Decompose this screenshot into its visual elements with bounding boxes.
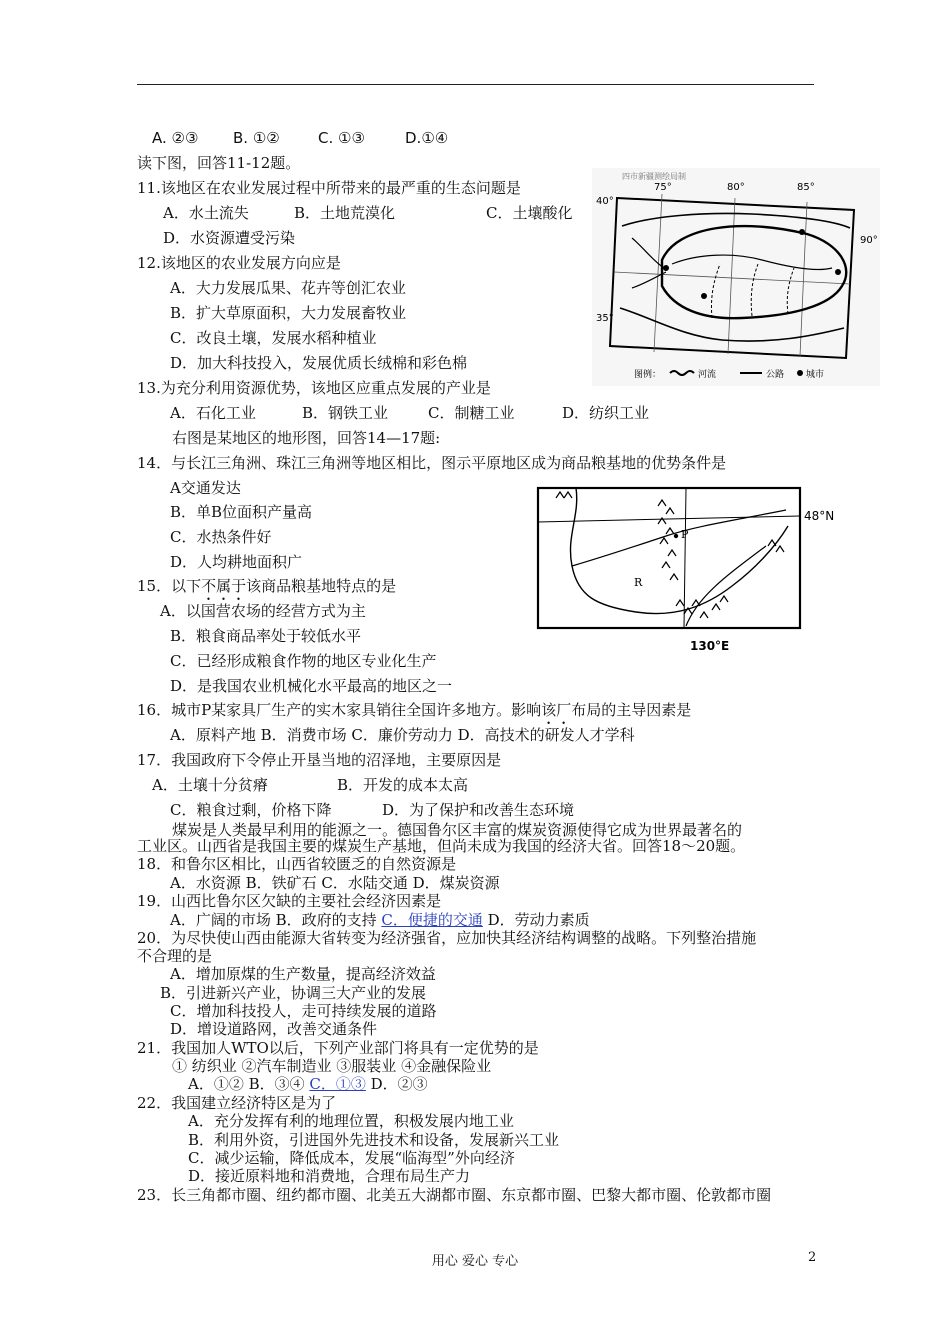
q11-option-c: C．土壤酸化 <box>486 204 573 222</box>
q22-option-d: D．接近原料地和消费地，合理布局生产力 <box>188 1167 471 1185</box>
map-tarim-lat40: 40° <box>596 196 614 207</box>
map-tarim-legend-label: 图例： <box>634 370 662 380</box>
q22-option-b: B．利用外资，引进国外先进技术和设备，发展新兴工业 <box>188 1131 560 1149</box>
q21-options-ab: A．①② B．③④ <box>188 1075 310 1093</box>
q14-option-b: B．单B位面积产量高 <box>170 503 313 521</box>
coal-intro-line2: 工业区。山西省是我国主要的煤炭生产基地，但尚未成为我国的经济大省。回答18～20题。 <box>137 837 746 855</box>
map-tarim-city <box>799 229 805 235</box>
q12-stem: 12.该地区的农业发展方向应是 <box>137 254 341 272</box>
map-tarim-city <box>701 293 707 299</box>
q13-option-c: C．制糖工业 <box>428 404 515 422</box>
q16-stem <box>137 700 691 728</box>
q13-option-d: D．纺织工业 <box>562 404 650 422</box>
q12-option-a: A．大力发展瓜果、花卉等创汇农业 <box>170 279 406 297</box>
q21-stem: 21．我国加人WTO以后，下列产业部门将具有一定优势的是 <box>137 1039 539 1057</box>
q15-option-a: A．以国营农场的经营方式为主 <box>160 602 366 620</box>
q15-option-c: C．已经形成粮食作物的地区专业化生产 <box>170 652 437 670</box>
map-tarim-lon80: 80° <box>727 182 745 193</box>
q14-option-d: D．人均耕地面积广 <box>170 553 303 571</box>
map-sanjiang-lat-label: 48°N <box>804 509 835 523</box>
q18-options: A．水资源 B．铁矿石 C．水陆交通 D．煤炭资源 <box>170 874 500 892</box>
q15-option-b: B．粮食商品率处于较低水平 <box>170 627 362 645</box>
q17-stem: 17．我国政府下令停止开垦当地的沼泽地，主要原因是 <box>137 751 502 769</box>
q19-option-d: D．劳动力素质 <box>482 911 590 929</box>
q19-options <box>170 911 590 929</box>
q11-stem: 11.该地区在农业发展过程中所带来的最严重的生态问题是 <box>137 179 521 197</box>
q16-stem-pre: 16．城市P某家具厂生产的实木家具销往全国许多地方。影响 <box>137 701 542 719</box>
q21-option-d: D．②③ <box>365 1075 428 1093</box>
prev-answer-d: D.①④ <box>405 129 449 147</box>
prev-answer-c: C. ①③ <box>318 129 365 147</box>
q12-option-c: C．改良土壤，发展水稻种植业 <box>170 329 377 347</box>
q19-options-ab: A．广阔的市场 B．政府的支持 <box>170 911 382 929</box>
page-number: 2 <box>808 1250 817 1265</box>
map-sanjiang-lon-label: 130°E <box>690 639 730 653</box>
map-tarim-lon75: 75° <box>654 182 672 193</box>
map-sanjiang-wusuli <box>686 546 766 626</box>
map-tarim <box>592 168 880 386</box>
q12-option-b: B．扩大草原面积，大力发展畜牧业 <box>170 304 407 322</box>
map-sanjiang <box>536 486 836 656</box>
q12-option-d: D．加大科技投入，发展优质长绒棉和彩色棉 <box>170 354 468 372</box>
q23-stem: 23．长三角都市圈、纽约都市圈、北美五大湖都市圈、东京都市圈、巴黎大都市圈、伦敦都市圈 <box>137 1186 772 1204</box>
map-tarim-lon85: 85° <box>797 182 815 193</box>
q15-stem <box>137 576 396 604</box>
q20-option-a: A．增加原煤的生产数量，提高经济效益 <box>170 965 436 983</box>
q14-stem: 14．与长江三角洲、珠江三角洲等地区相比，图示平原地区成为商品粮基地的优势条件是 <box>137 454 727 472</box>
q19-option-c-link[interactable]: C．便捷的交通 <box>381 911 483 929</box>
map-sanjiang-mountains <box>556 492 784 618</box>
map-sanjiang-lon-line <box>684 488 686 628</box>
map-tarim-legend-river: 河流 <box>698 370 717 380</box>
q20-option-d: D．增设道路网，改善交通条件 <box>170 1020 378 1038</box>
q15-option-d: D．是我国农业机械化水平最高的地区之一 <box>170 677 453 695</box>
q21-options <box>188 1075 428 1093</box>
map-sanjiang-label-r: R <box>634 576 643 589</box>
map-tarim-city <box>835 269 841 275</box>
q20-stem-line2: 不合理的是 <box>137 947 213 965</box>
map-tarim-legend-city-swatch <box>797 370 803 376</box>
map-sanjiang-lat-line <box>538 516 800 522</box>
page-footer: 用心 爱心 专心 <box>431 1254 519 1269</box>
q21-items: ① 纺织业 ②汽车制造业 ③服装业 ④金融保险业 <box>172 1057 492 1075</box>
q17-option-a: A．土壤十分贫瘠 <box>152 776 268 794</box>
q16-options: A．原料产地 B．消费市场 C．廉价劳动力 D．高技术的研发人才学科 <box>170 726 635 744</box>
map-sanjiang-label-p: P <box>681 528 689 541</box>
q13-option-a: A．石化工业 <box>170 404 256 422</box>
q18-stem: 18．和鲁尔区相比，山西省较匮乏的自然资源是 <box>137 855 457 873</box>
q11-option-d: D．水资源遭受污染 <box>163 229 296 247</box>
q16-stem-emphasis: 该厂 <box>541 701 572 719</box>
q17-option-b: B．开发的成本太高 <box>337 776 469 794</box>
q19-stem: 19．山西比鲁尔区欠缺的主要社会经济因素是 <box>137 892 442 910</box>
q15-stem-pre: 15．以下 <box>137 577 202 595</box>
q21-option-c-link[interactable]: C．①③ <box>309 1075 366 1093</box>
map-tarim-legend-city: 城市 <box>806 370 825 380</box>
prev-answer-a: A. ②③ <box>152 129 199 147</box>
q14-option-c: C．水热条件好 <box>170 528 272 546</box>
coal-intro-line1: 煤炭是人类最早利用的能源之一。德国鲁尔区丰富的煤炭资源使得它成为世界最著名的 <box>172 821 743 839</box>
q17-option-d: D．为了保护和改善生态环境 <box>382 801 575 819</box>
intro-14-17: 右图是某地区的地形图，回答14—17题: <box>172 429 441 447</box>
map-sanjiang-svg <box>536 486 836 656</box>
map-tarim-svg <box>592 168 880 386</box>
header-rule <box>137 84 814 85</box>
q20-option-b: B．引进新兴产业，协调三大产业的发展 <box>160 984 427 1002</box>
q22-option-c: C．减少运输，降低成本，发展“临海型”外向经济 <box>188 1149 515 1167</box>
intro-11-12: 读下图，回答11-12题。 <box>137 154 301 172</box>
q14-option-a: A交通发达 <box>170 479 241 497</box>
q11-option-a: A．水土流失 <box>163 204 249 222</box>
prev-answer-b: B. ①② <box>233 129 280 147</box>
q22-option-a: A．充分发挥有利的地理位置，积极发展内地工业 <box>188 1112 514 1130</box>
map-tarim-header: 四市新疆测绘局制 <box>622 172 686 181</box>
q20-option-c: C．增加科技投人，走可持续发展的道路 <box>170 1002 437 1020</box>
q13-option-b: B．钢铁工业 <box>302 404 389 422</box>
q15-stem-post: 该商品粮基地特点的是 <box>246 577 397 595</box>
q11-option-b: B．土地荒漠化 <box>294 204 396 222</box>
q20-stem-line1: 20．为尽快使山西由能源大省转变为经济强省，应加快其经济结构调整的战略。下列整治措施 <box>137 929 757 947</box>
q22-stem: 22．我国建立经济特区是为了 <box>137 1094 337 1112</box>
q17-option-c: C．粮食过剩，价格下降 <box>170 801 332 819</box>
q13-stem: 13.为充分利用资源优势，该地区应重点发展的产业是 <box>137 379 491 397</box>
map-tarim-legend-road: 公路 <box>766 370 785 380</box>
q16-stem-post: 布局的主导因素是 <box>571 701 692 719</box>
map-sanjiang-city-p <box>674 534 678 538</box>
map-tarim-lat35: 35° <box>596 313 614 324</box>
q15-stem-emphasis: 不属于 <box>201 577 247 595</box>
map-tarim-city <box>663 265 669 271</box>
map-sanjiang-heilongjiang <box>570 488 788 614</box>
map-tarim-lon90: 90° <box>860 235 878 246</box>
